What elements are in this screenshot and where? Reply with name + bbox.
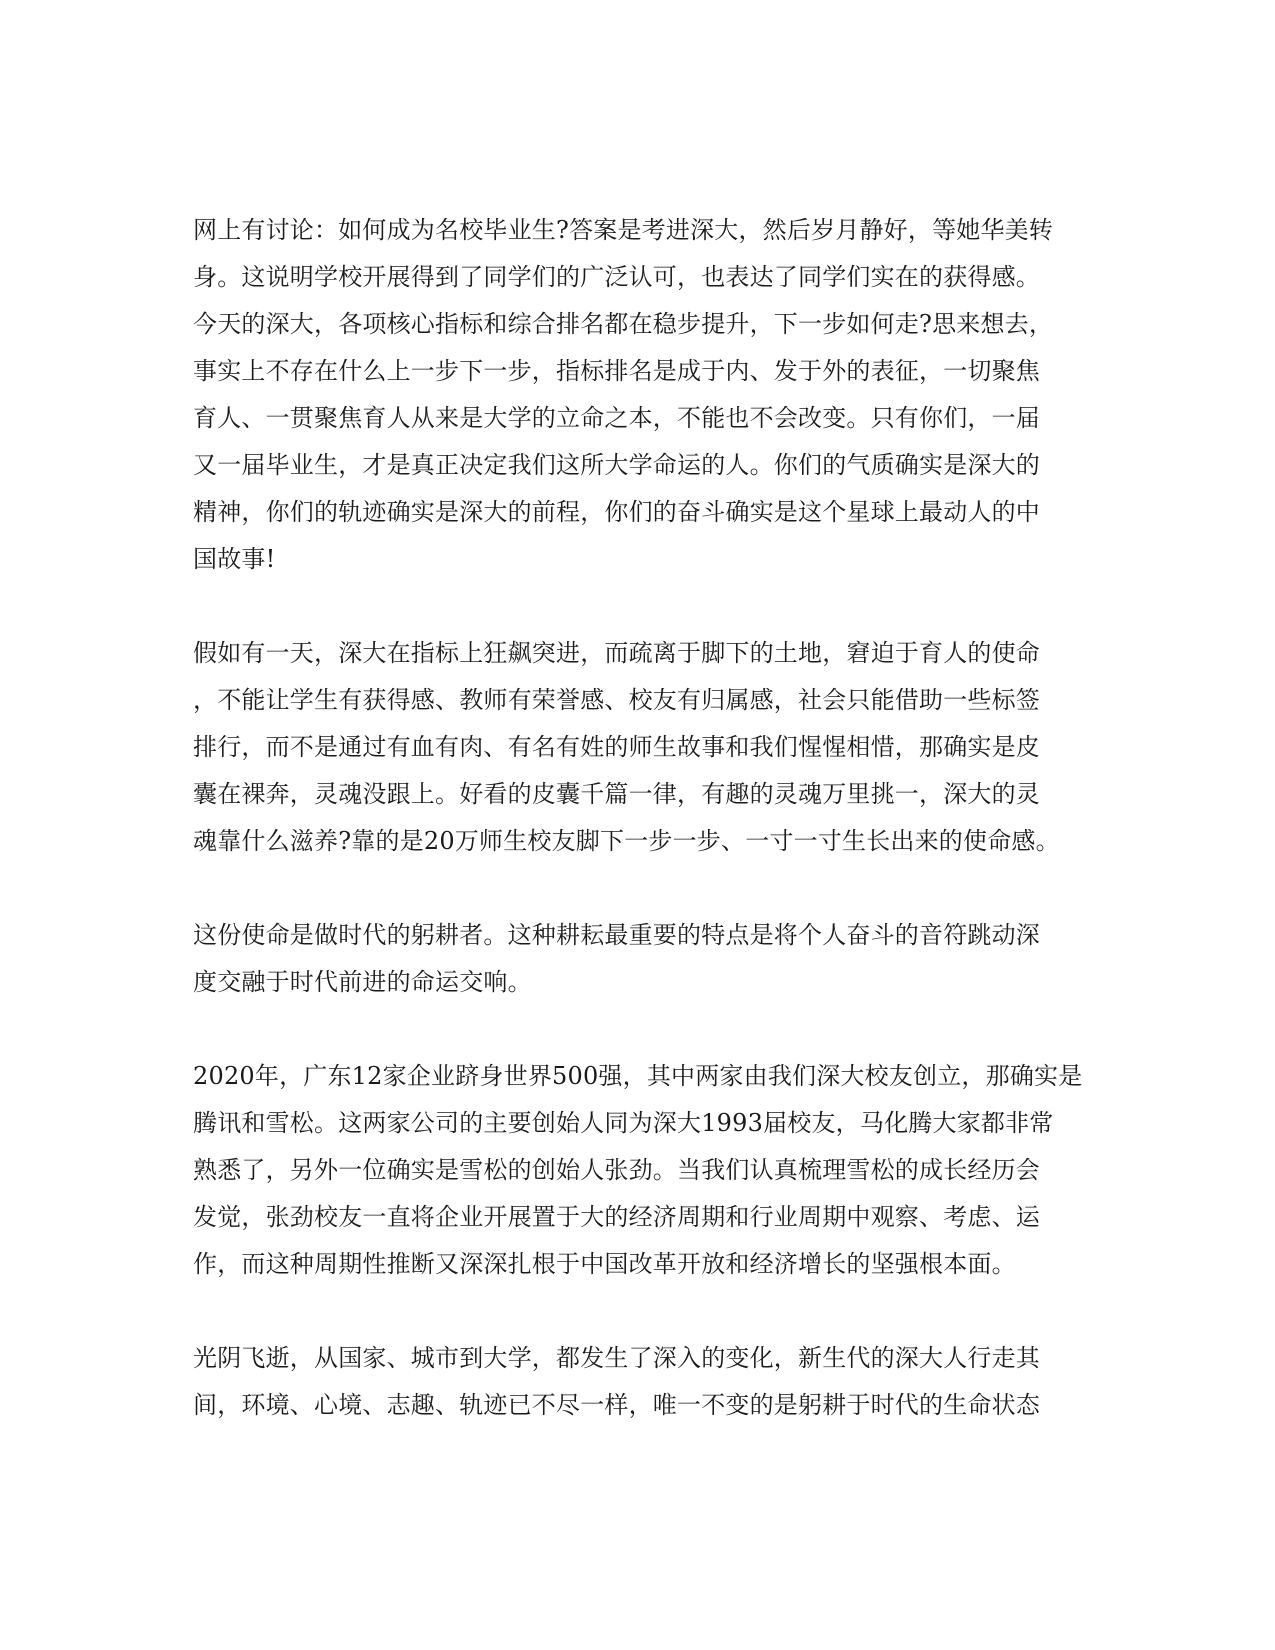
text-line: 这份使命是做时代的躬耕者。这种耕耘最重要的特点是将个人奋斗的音符跳动深 <box>193 921 1040 949</box>
paragraph <box>193 1053 1083 1288</box>
paragraph <box>193 1335 1083 1429</box>
text-line: 身。这说明学校开展得到了同学们的广泛认可，也表达了同学们实在的获得感。 <box>193 263 1040 291</box>
text-line: 精神，你们的轨迹确实是深大的前程，你们的奋斗确实是这个星球上最动人的中 <box>193 498 1040 526</box>
text-line: 今天的深大，各项核心指标和综合排名都在稳步提升，下一步如何走?思来想去， <box>193 310 1054 338</box>
text-line: ，不能让学生有获得感、教师有荣誉感、校友有归属感，社会只能借助一些标签 <box>193 686 1040 714</box>
document-body <box>193 207 1083 1476</box>
text-line: 事实上不存在什么上一步下一步，指标排名是成于内、发于外的表征，一切聚焦 <box>193 357 1040 385</box>
text-line: 光阴飞逝，从国家、城市到大学，都发生了深入的变化，新生代的深大人行走其 <box>193 1344 1040 1372</box>
paragraph <box>193 630 1083 865</box>
text-line: 发觉，张劲校友一直将企业开展置于大的经济周期和行业周期中观察、考虑、运 <box>193 1203 1040 1231</box>
text-line: 又一届毕业生，才是真正决定我们这所大学命运的人。你们的气质确实是深大的 <box>193 451 1040 479</box>
text-line: 国故事! <box>193 545 276 573</box>
text-line: 育人、一贯聚焦育人从来是大学的立命之本，不能也不会改变。只有你们，一届 <box>193 404 1040 432</box>
paragraph <box>193 912 1083 1006</box>
text-line: 熟悉了，另外一位确实是雪松的创始人张劲。当我们认真梳理雪松的成长经历会 <box>193 1156 1040 1184</box>
text-line: 间，环境、心境、志趣、轨迹已不尽一样，唯一不变的是躬耕于时代的生命状态 <box>193 1391 1040 1419</box>
text-line: 作，而这种周期性推断又深深扎根于中国改革开放和经济增长的坚强根本面。 <box>193 1250 1016 1278</box>
paragraph <box>193 207 1083 583</box>
text-line: 假如有一天，深大在指标上狂飙突进，而疏离于脚下的土地，窘迫于育人的使命 <box>193 639 1040 667</box>
text-line: 腾讯和雪松。这两家公司的主要创始人同为深大1993届校友，马化腾大家都非常 <box>193 1109 1054 1137</box>
text-line: 排行，而不是通过有血有肉、有名有姓的师生故事和我们惺惺相惜，那确实是皮 <box>193 733 1040 761</box>
text-line: 度交融于时代前进的命运交响。 <box>193 968 532 996</box>
text-line: 魂靠什么滋养?靠的是20万师生校友脚下一步一步、一寸一寸生长出来的使命感。 <box>193 827 1060 855</box>
text-line: 2020年，广东12家企业跻身世界500强，其中两家由我们深大校友创立，那确实是 <box>193 1062 1083 1090</box>
text-line: 囊在裸奔，灵魂没跟上。好看的皮囊千篇一律，有趣的灵魂万里挑一，深大的灵 <box>193 780 1040 808</box>
text-line: 网上有讨论：如何成为名校毕业生?答案是考进深大，然后岁月静好，等她华美转 <box>193 216 1054 244</box>
